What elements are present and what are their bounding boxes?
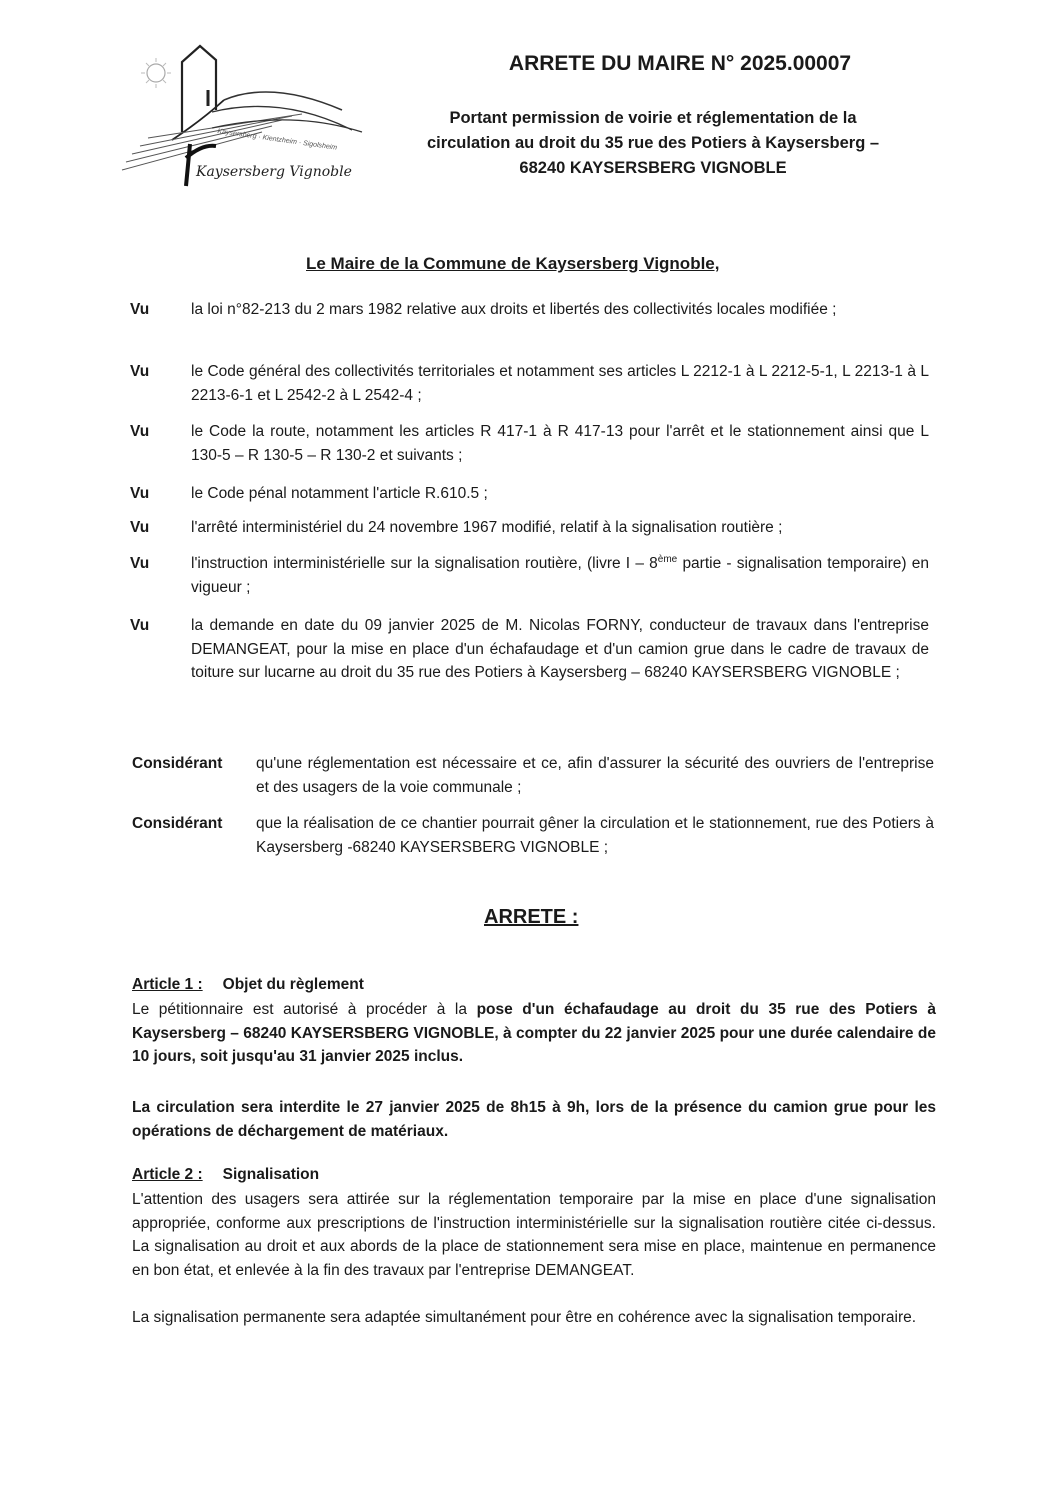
subtitle-line: 68240 KAYSERSBERG VIGNOBLE (519, 159, 787, 177)
article-1-text-normal: Le pétitionnaire est autorisé à procéder à la (132, 1001, 477, 1018)
article-number: Article 1 : (132, 976, 203, 993)
considerant-label: Considérant (132, 815, 223, 832)
vu-label: Vu (130, 363, 150, 380)
article-2-paragraph: L'attention des usagers sera attirée sur la réglementation temporaire par la mise en place d'une signalisation appropriée, conforme aux prescriptions de l'instruction interministérielle sur la signalisation routière citée ci-dessus. La signalisation au droit et aux abords de la place de stationnement sera mise en place, maintenue en permanence en bon état, et enlevée à la fin des travaux par l'entreprise DEMANGEAT. (132, 1191, 936, 1279)
vu-text: l'arrêté interministériel du 24 novembre 1967 modifié, relatif à la signalisation routière ; (191, 519, 783, 536)
article-1-text-bold: pose d'un échafaudage au droit du 35 rue des Potiers à Kaysersberg – 68240 KAYSERSBERG VIGNOBLE, à compter du 22 janvier 2025 pour une durée calendaire de 10 jours, soit jusqu'au 31 janvier 2025 inclus. (132, 1001, 936, 1065)
vu-instruction-sup: ème (657, 553, 678, 565)
considerant-label: Considérant (132, 755, 223, 772)
logo-signature: Kaysersberg Vignoble (196, 164, 352, 180)
vu-label: Vu (130, 423, 150, 440)
article-2-paragraph-2: La signalisation permanente sera adaptée simultanément pour être en cohérence avec la signalisation temporaire. (132, 1309, 917, 1326)
vu-text: la loi n°82-213 du 2 mars 1982 relative aux droits et libertés des collectivités locales modifiée ; (191, 301, 837, 318)
maire-heading: Le Maire de la Commune de Kaysersberg Vignoble, (306, 254, 720, 273)
vu-instruction-before: l'instruction interministérielle sur la signalisation routière, (livre I – 8 (191, 555, 658, 572)
vu-text: le Code la route, notamment les articles R 417-1 à R 417-13 pour l'arrêt et le stationnement ainsi que L 130-5 – R 130-5 – R 130-2 et suivants ; (191, 423, 929, 464)
vu-label: Vu (130, 485, 150, 502)
considerant-text: que la réalisation de ce chantier pourrait gêner la circulation et le stationnement, rue des Potiers à Kaysersberg -68240 KAYSERSBERG VIGNOBLE ; (256, 815, 934, 856)
article-title: Signalisation (222, 1166, 320, 1183)
subtitle-line: circulation au droit du 35 rue des Potiers à Kaysersberg – (426, 134, 880, 152)
vu-text: le Code général des collectivités territoriales et notamment ses articles L 2212-1 à L 2212-5-1, L 2213-1 à L 2213-6-1 et L 2542-2 à L 2542-4 ; (191, 363, 929, 404)
commune-logo (112, 40, 372, 200)
logo-communes-text: Kaysersberg · Kientzheim · Sigolsheim (217, 128, 338, 152)
article-number: Article 2 : (132, 1166, 203, 1183)
article-2-heading (132, 1166, 319, 1184)
article-1-heading (132, 976, 364, 994)
vu-label: Vu (130, 519, 150, 536)
vu-label: Vu (130, 555, 150, 572)
article-1-circulation: La circulation sera interdite le 27 janvier 2025 de 8h15 à 9h, lors de la présence du camion grue pour les opérations de déchargement de matériaux. (132, 1099, 936, 1140)
decree-title: ARRETE DU MAIRE N° 2025.00007 (508, 52, 852, 75)
article-title: Objet du règlement (222, 976, 364, 993)
considerant-text: qu'une réglementation est nécessaire et ce, afin d'assurer la sécurité des ouvriers de l'entreprise et des usagers de la voie communale ; (256, 755, 934, 796)
vu-label: Vu (130, 617, 150, 634)
vu-text: la demande en date du 09 janvier 2025 de M. Nicolas FORNY, conducteur de travaux dans l'entreprise DEMANGEAT, pour la mise en place d'un échafaudage et d'un camion grue dans le cadre de travaux de toiture sur lucarne au droit du 35 rue des Potiers à Kaysersberg – 68240 KAYSERSBERG VIGNOBLE ; (191, 617, 929, 681)
article-1-paragraph (132, 998, 936, 1069)
decree-subtitle (398, 106, 908, 181)
vu-text (191, 552, 929, 599)
subtitle-line: Portant permission de voirie et réglementation de la (449, 109, 857, 127)
arrete-heading: ARRETE : (484, 906, 579, 928)
vu-instruction-after: partie - signalisation temporaire) en vigueur ; (191, 555, 929, 596)
vu-text: le Code pénal notamment l'article R.610.5 ; (191, 485, 488, 502)
vu-label: Vu (130, 301, 150, 318)
